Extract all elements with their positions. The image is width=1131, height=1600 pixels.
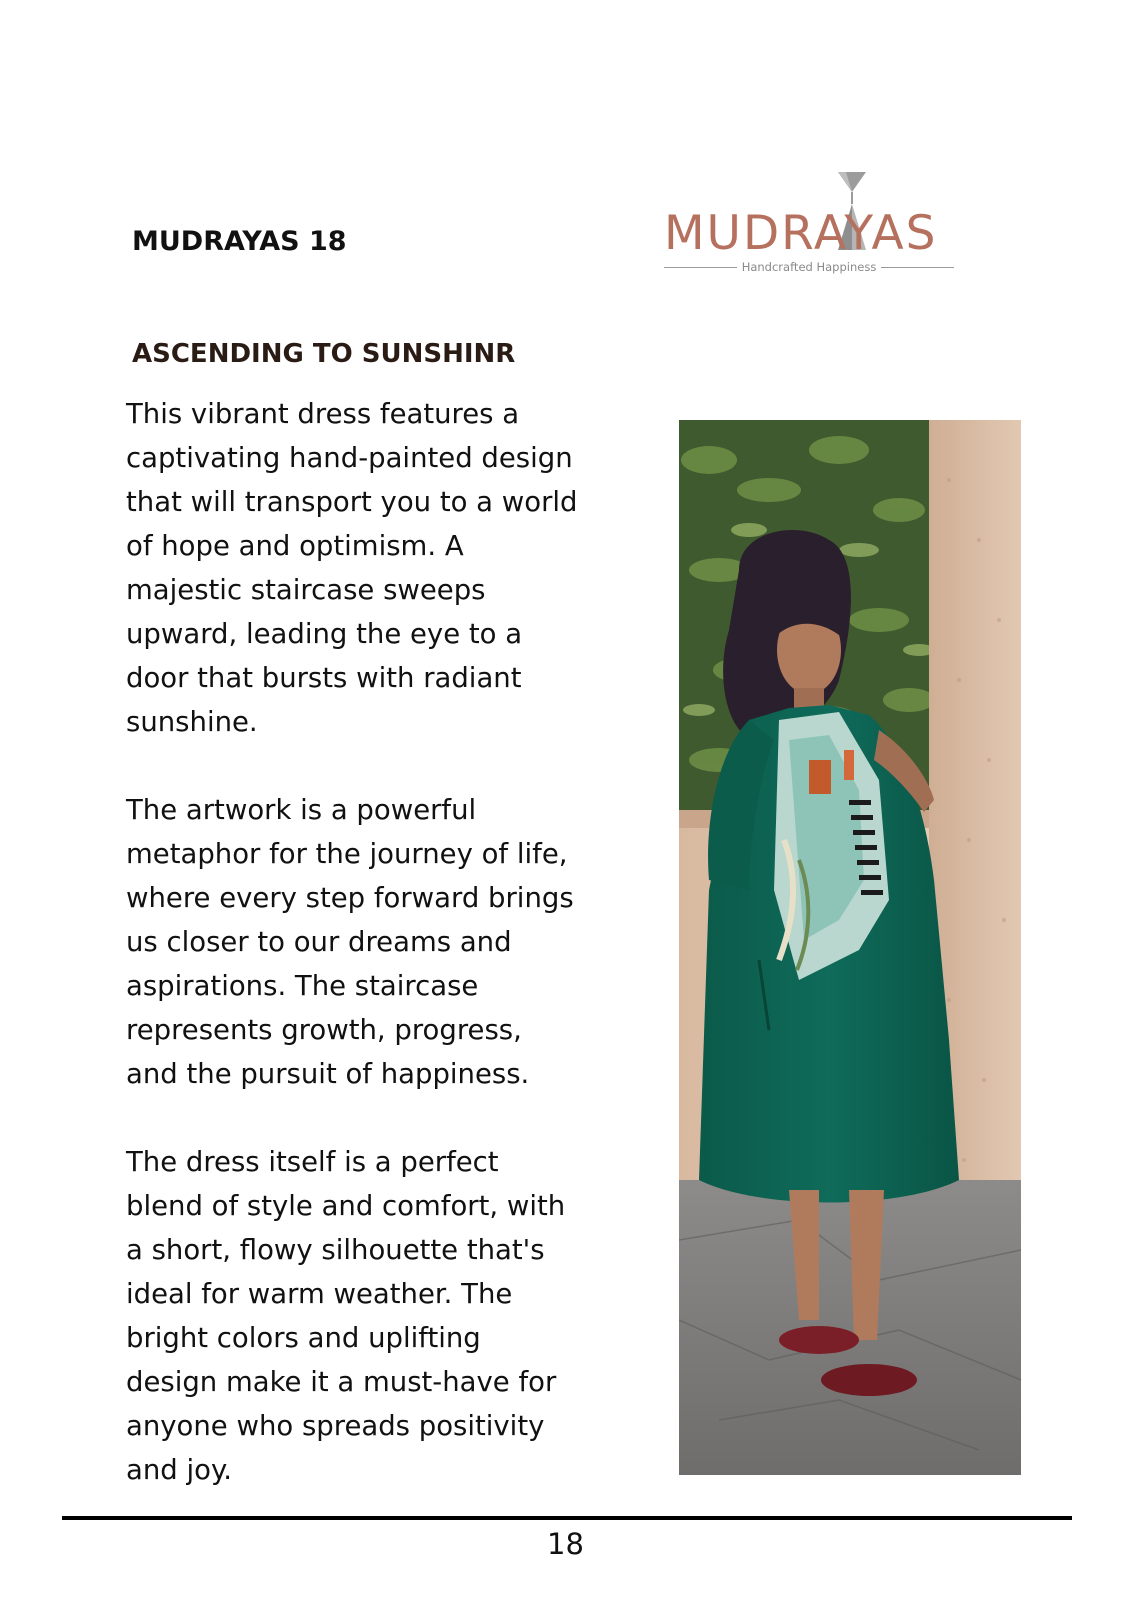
page-header-title: MUDRAYAS 18 [132,226,347,257]
article-paragraph: The dress itself is a perfect blend of style and comfort, with a short, flowy silhouette that's ideal for warm weather. The bright colors and uplifting design make it a must-have for anyone who spreads positivity and joy. [126,1146,566,1486]
logo-rule-right [881,267,954,268]
footer-divider [62,1516,1072,1520]
article-paragraph: This vibrant dress features a captivating hand-painted design that will transport you to a world of hope and optimism. A majestic staircase sweeps upward, leading the eye to a door that bursts with radiant sunshine. [126,398,578,738]
brand-logo [664,170,956,280]
product-photo [679,420,1021,1475]
logo-tagline: Handcrafted Happiness [741,260,877,274]
article-heading: ASCENDING TO SUNSHINR [132,339,516,369]
logo-wordmark: MUDRAYAS [664,206,938,261]
article-paragraph: The artwork is a powerful metaphor for the journey of life, where every step forward brings us closer to our dreams and aspirations. The staircase represents growth, progress, and the pursuit of happiness. [126,794,574,1090]
logo-rule-left [664,267,737,268]
logo-tagline-row [664,260,954,274]
article-body [126,392,646,1536]
page-number: 18 [547,1527,584,1561]
product-photo-illustration [679,420,1021,1475]
